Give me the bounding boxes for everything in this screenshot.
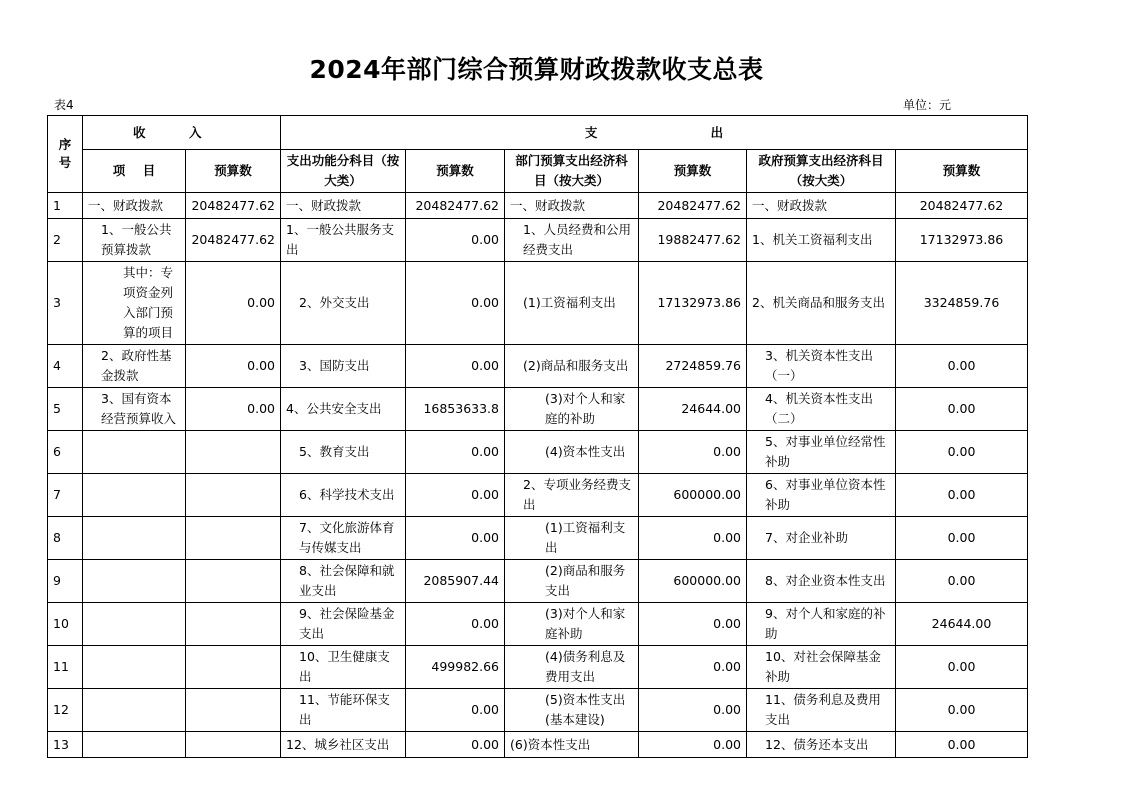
func-amount: 0.00 — [406, 345, 505, 388]
func-amount: 0.00 — [406, 732, 505, 758]
dept-item: (3)对个人和家庭的补助 — [505, 388, 639, 431]
dept-item: (4)资本性支出 — [505, 431, 639, 474]
seq-header: 序号 — [48, 116, 83, 193]
gov-item: 7、对企业补助 — [747, 517, 896, 560]
func-item: 6、科学技术支出 — [281, 474, 406, 517]
func-item: 10、卫生健康支出 — [281, 646, 406, 689]
dept-item: 1、人员经费和公用经费支出 — [505, 219, 639, 262]
gov-amount: 24644.00 — [896, 603, 1028, 646]
gov-item: 2、机关商品和服务支出 — [747, 262, 896, 345]
row-seq: 1 — [48, 193, 83, 219]
dept-amount: 0.00 — [639, 517, 747, 560]
income-item: 其中：专项资金列入部门预算的项目 — [83, 262, 186, 345]
dept-amount: 24644.00 — [639, 388, 747, 431]
gov-amount: 0.00 — [896, 388, 1028, 431]
income-item — [83, 431, 186, 474]
func-item: 9、社会保险基金支出 — [281, 603, 406, 646]
income-item — [83, 689, 186, 732]
table-row — [48, 388, 1028, 431]
page-title: 2024年部门综合预算财政拨款收支总表 — [309, 55, 764, 84]
func-amount: 20482477.62 — [406, 193, 505, 219]
gov-amount: 0.00 — [896, 689, 1028, 732]
table-row — [48, 732, 1028, 758]
dept-item: (2)商品和服务支出 — [505, 345, 639, 388]
income-amount — [186, 431, 281, 474]
gov-amount: 3324859.76 — [896, 262, 1028, 345]
table-row — [48, 431, 1028, 474]
table-row — [48, 603, 1028, 646]
dept-item: 2、专项业务经费支出 — [505, 474, 639, 517]
dept-amount: 600000.00 — [639, 474, 747, 517]
gov-item: 11、债务利息及费用支出 — [747, 689, 896, 732]
row-seq: 13 — [48, 732, 83, 758]
income-amount: 0.00 — [186, 345, 281, 388]
gov-amount: 0.00 — [896, 646, 1028, 689]
dept-amount: 2724859.76 — [639, 345, 747, 388]
func-amount: 0.00 — [406, 517, 505, 560]
func-amount: 0.00 — [406, 431, 505, 474]
row-seq: 10 — [48, 603, 83, 646]
item-header: 项 目 — [83, 150, 186, 193]
gov-amount: 17132973.86 — [896, 219, 1028, 262]
income-item — [83, 517, 186, 560]
gov-amount: 0.00 — [896, 732, 1028, 758]
func-item: 3、国防支出 — [281, 345, 406, 388]
func-item: 12、城乡社区支出 — [281, 732, 406, 758]
income-budget-header: 预算数 — [186, 150, 281, 193]
income-amount: 0.00 — [186, 262, 281, 345]
func-item: 2、外交支出 — [281, 262, 406, 345]
income-amount — [186, 474, 281, 517]
table-row — [48, 689, 1028, 732]
gov-amount: 0.00 — [896, 474, 1028, 517]
income-header: 收 入 — [83, 116, 281, 150]
dept-amount: 600000.00 — [639, 560, 747, 603]
income-amount — [186, 689, 281, 732]
table-row — [48, 193, 1028, 219]
income-amount: 0.00 — [186, 388, 281, 431]
gov-item: 6、对事业单位资本性补助 — [747, 474, 896, 517]
table-row — [48, 219, 1028, 262]
gov-item: 8、对企业资本性支出 — [747, 560, 896, 603]
income-item: 一、财政拨款 — [83, 193, 186, 219]
dept-amount: 0.00 — [639, 603, 747, 646]
gov-amount: 0.00 — [896, 560, 1028, 603]
row-seq: 8 — [48, 517, 83, 560]
income-item: 3、国有资本经营预算收入 — [83, 388, 186, 431]
func-amount: 0.00 — [406, 603, 505, 646]
unit-label: 单位：元 — [903, 98, 952, 112]
income-item — [83, 474, 186, 517]
gov-item: 4、机关资本性支出（二） — [747, 388, 896, 431]
gov-item: 12、债务还本支出 — [747, 732, 896, 758]
func-item: 1、一般公共服务支出 — [281, 219, 406, 262]
income-amount — [186, 732, 281, 758]
gov-econ-class-header: 政府预算支出经济科目（按大类） — [747, 150, 896, 193]
gov-item: 5、对事业单位经常性补助 — [747, 431, 896, 474]
row-seq: 5 — [48, 388, 83, 431]
func-amount: 0.00 — [406, 219, 505, 262]
func-budget-header: 预算数 — [406, 150, 505, 193]
func-item: 4、公共安全支出 — [281, 388, 406, 431]
dept-item: (1)工资福利支出 — [505, 517, 639, 560]
gov-item: 1、机关工资福利支出 — [747, 219, 896, 262]
func-item: 一、财政拨款 — [281, 193, 406, 219]
income-amount — [186, 517, 281, 560]
gov-item: 10、对社会保障基金补助 — [747, 646, 896, 689]
func-item: 11、节能环保支出 — [281, 689, 406, 732]
dept-amount: 20482477.62 — [639, 193, 747, 219]
gov-amount: 20482477.62 — [896, 193, 1028, 219]
row-seq: 2 — [48, 219, 83, 262]
row-seq: 12 — [48, 689, 83, 732]
table-number: 表4 — [54, 98, 74, 112]
gov-item: 3、机关资本性支出（一） — [747, 345, 896, 388]
gov-item: 9、对个人和家庭的补助 — [747, 603, 896, 646]
dept-item: (2)商品和服务支出 — [505, 560, 639, 603]
income-item — [83, 646, 186, 689]
income-item: 1、一般公共预算拨款 — [83, 219, 186, 262]
budget-table — [47, 115, 1028, 758]
gov-budget-header: 预算数 — [896, 150, 1028, 193]
row-seq: 6 — [48, 431, 83, 474]
income-item: 2、政府性基金拨款 — [83, 345, 186, 388]
dept-budget-header: 预算数 — [639, 150, 747, 193]
dept-econ-class-header: 部门预算支出经济科目（按大类） — [505, 150, 639, 193]
dept-item: (3)对个人和家庭补助 — [505, 603, 639, 646]
gov-item: 一、财政拨款 — [747, 193, 896, 219]
table-row — [48, 345, 1028, 388]
income-item — [83, 560, 186, 603]
dept-amount: 0.00 — [639, 689, 747, 732]
func-amount: 0.00 — [406, 262, 505, 345]
dept-amount: 19882477.62 — [639, 219, 747, 262]
table-row — [48, 517, 1028, 560]
func-item: 8、社会保障和就业支出 — [281, 560, 406, 603]
row-seq: 7 — [48, 474, 83, 517]
income-amount — [186, 646, 281, 689]
table-row — [48, 474, 1028, 517]
func-item: 5、教育支出 — [281, 431, 406, 474]
expense-header: 支 出 — [281, 116, 1028, 150]
dept-amount: 0.00 — [639, 646, 747, 689]
func-item: 7、文化旅游体育与传媒支出 — [281, 517, 406, 560]
row-seq: 11 — [48, 646, 83, 689]
table-row — [48, 262, 1028, 345]
dept-amount: 0.00 — [639, 431, 747, 474]
gov-amount: 0.00 — [896, 431, 1028, 474]
income-item — [83, 732, 186, 758]
income-item — [83, 603, 186, 646]
func-amount: 2085907.44 — [406, 560, 505, 603]
row-seq: 3 — [48, 262, 83, 345]
gov-amount: 0.00 — [896, 517, 1028, 560]
dept-item: 一、财政拨款 — [505, 193, 639, 219]
gov-amount: 0.00 — [896, 345, 1028, 388]
dept-item: (6)资本性支出 — [505, 732, 639, 758]
func-amount: 16853633.8 — [406, 388, 505, 431]
func-amount: 0.00 — [406, 689, 505, 732]
dept-amount: 17132973.86 — [639, 262, 747, 345]
dept-item: (4)债务利息及费用支出 — [505, 646, 639, 689]
dept-amount: 0.00 — [639, 732, 747, 758]
income-amount — [186, 560, 281, 603]
row-seq: 9 — [48, 560, 83, 603]
func-amount: 0.00 — [406, 474, 505, 517]
func-amount: 499982.66 — [406, 646, 505, 689]
func-class-header: 支出功能分科目（按大类） — [281, 150, 406, 193]
table-row — [48, 646, 1028, 689]
income-amount — [186, 603, 281, 646]
table-row — [48, 560, 1028, 603]
income-amount: 20482477.62 — [186, 219, 281, 262]
row-seq: 4 — [48, 345, 83, 388]
dept-item: (5)资本性支出(基本建设) — [505, 689, 639, 732]
dept-item: (1)工资福利支出 — [505, 262, 639, 345]
income-amount: 20482477.62 — [186, 193, 281, 219]
